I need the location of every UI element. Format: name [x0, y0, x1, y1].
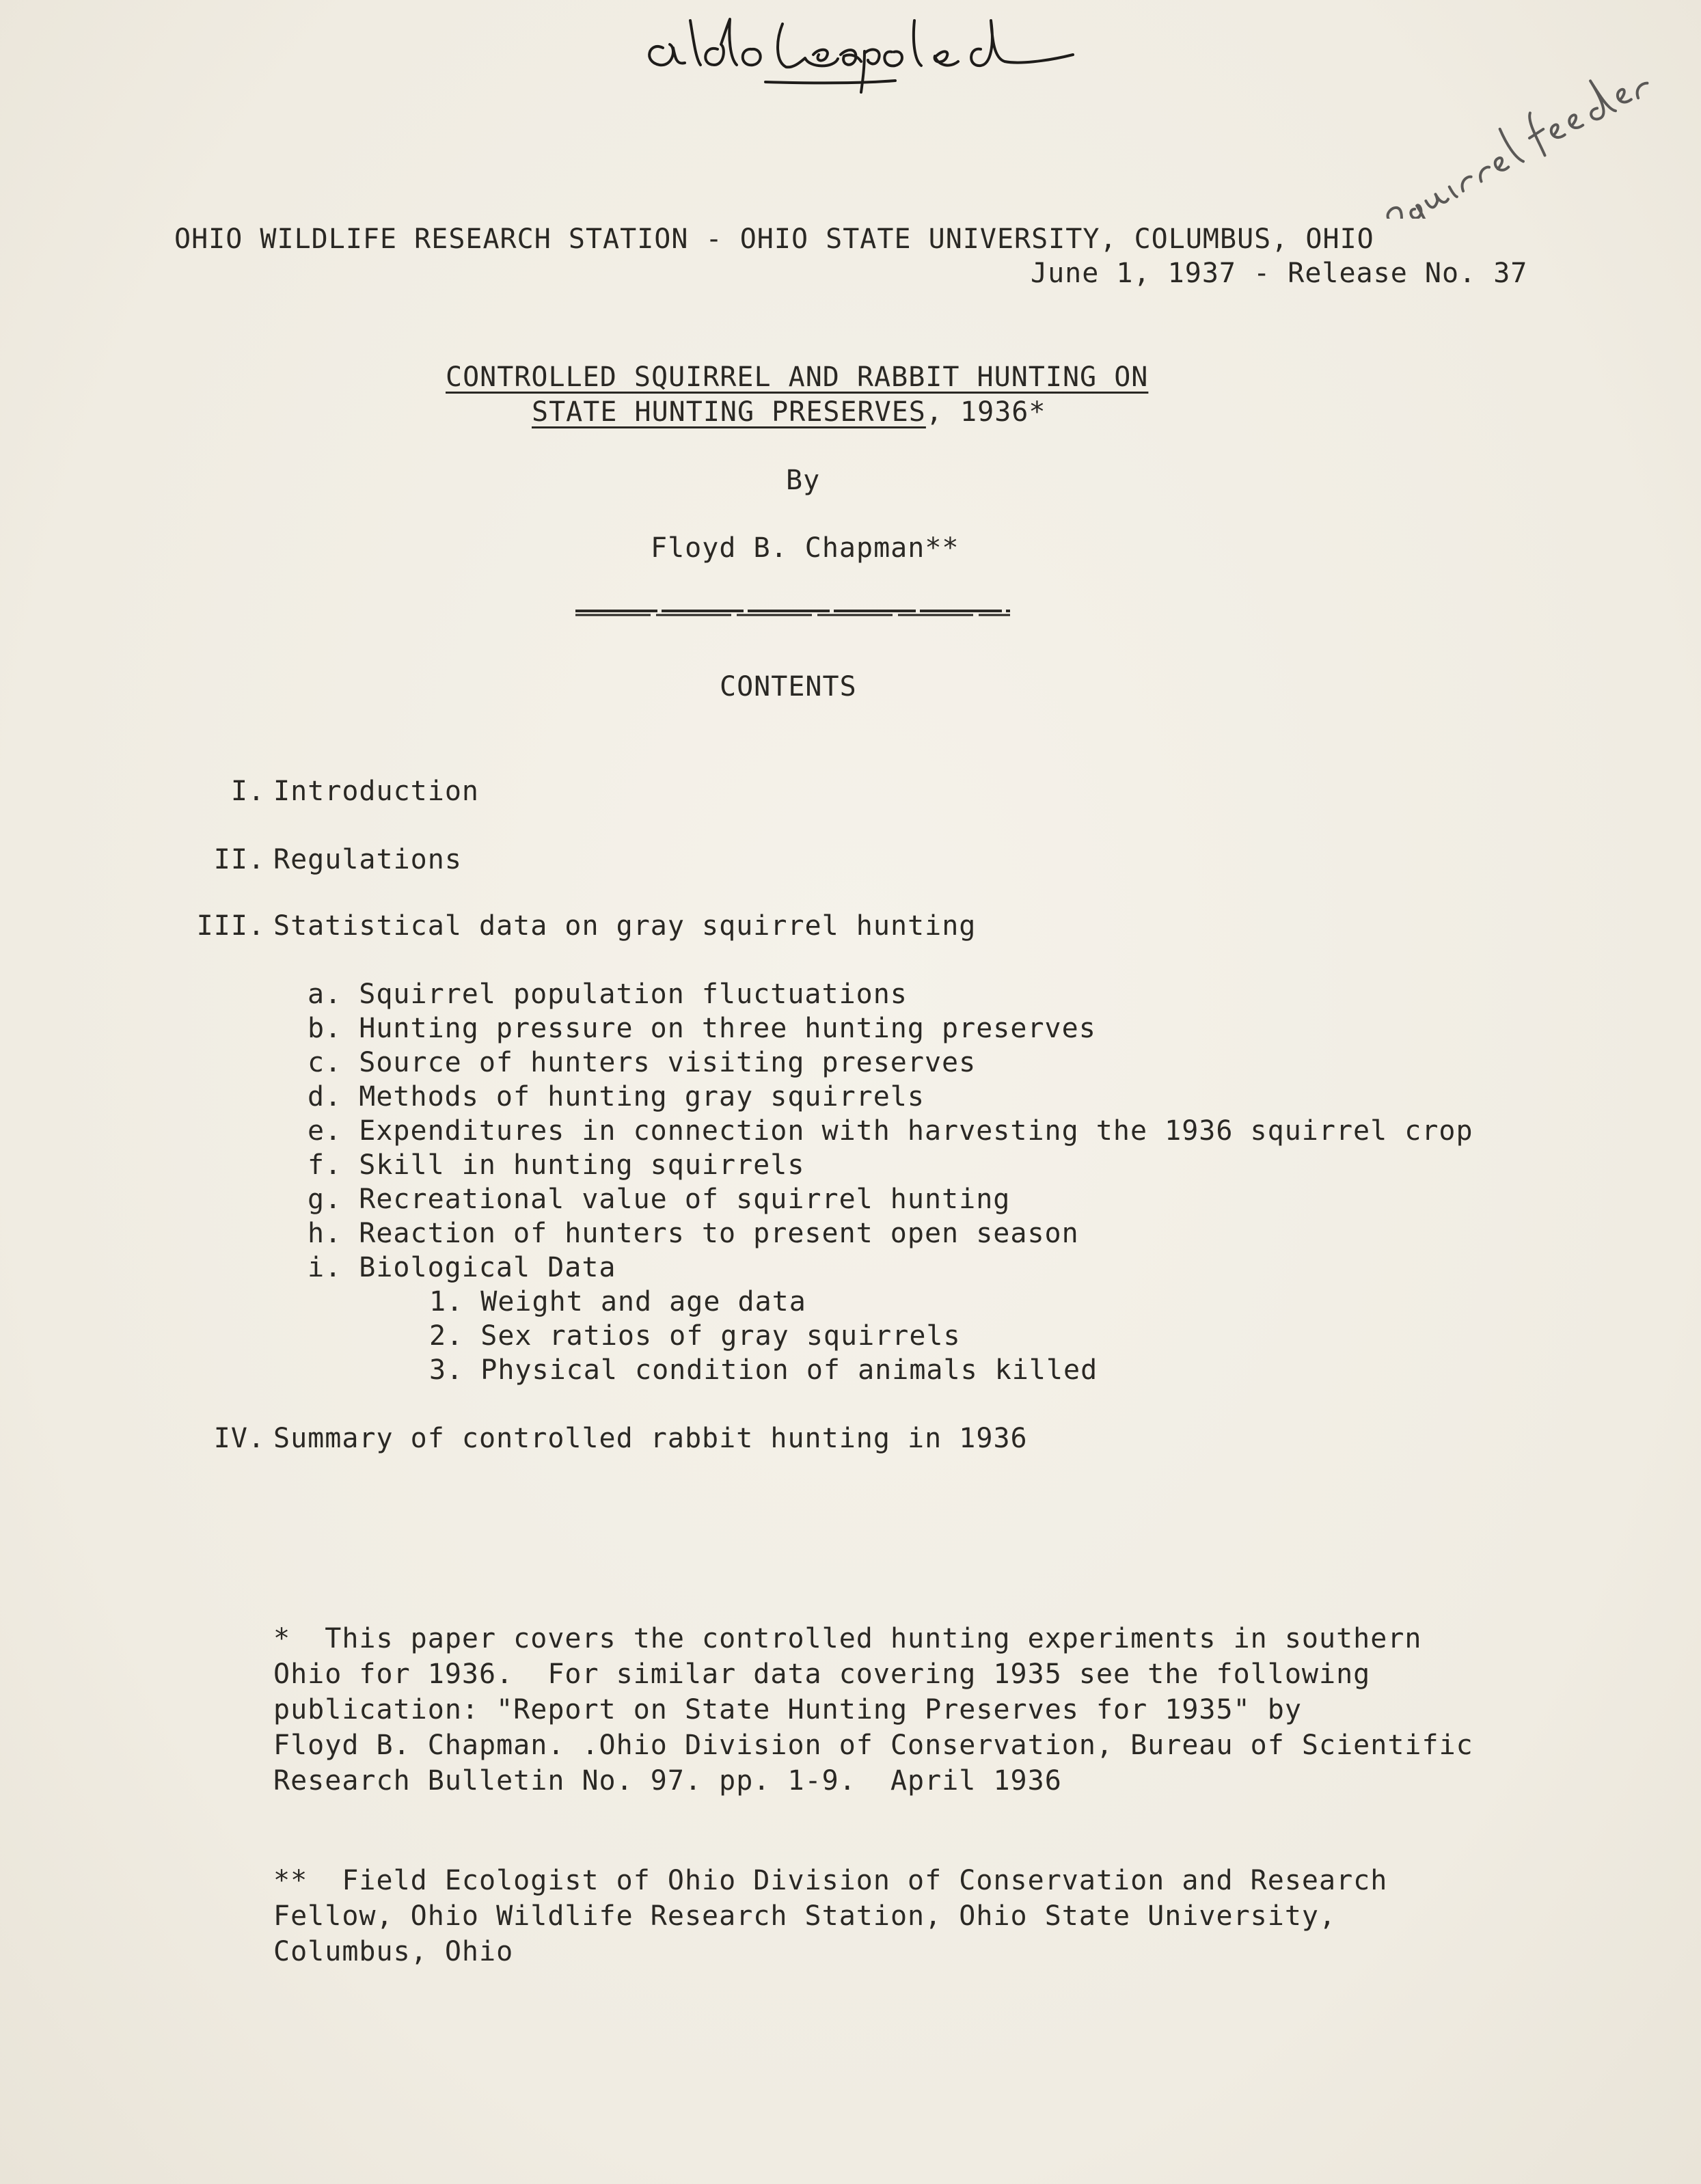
biological-item-number: 3. — [429, 1354, 464, 1386]
footnote-2-line: ** Field Ecologist of Ohio Division of Conservation and Research — [273, 1865, 1388, 1896]
subsection-title: Source of hunters visiting preserves — [359, 1047, 977, 1078]
title-line-2 — [532, 395, 1046, 429]
byline: By — [786, 465, 821, 496]
section-number: II. — [213, 844, 265, 875]
subsection-letter: d. — [308, 1081, 342, 1113]
subsection-item — [308, 1011, 1096, 1046]
subsection-item — [308, 1251, 616, 1285]
biological-item — [429, 1285, 806, 1319]
subsection-title: Methods of hunting gray squirrels — [359, 1081, 925, 1113]
title-line-2-rest: , 1936* — [925, 396, 1046, 428]
subsection-letter: f. — [308, 1149, 342, 1181]
subsection-title: Reaction of hunters to present open season — [359, 1218, 1079, 1249]
subsection-title: Hunting pressure on three hunting preserves — [359, 1013, 1096, 1044]
section-number: III. — [196, 910, 265, 942]
subsection-title: Skill in hunting squirrels — [359, 1149, 805, 1181]
biological-item-title: Sex ratios of gray squirrels — [480, 1320, 961, 1352]
section-title: Introduction — [273, 776, 479, 807]
divider-rule — [575, 608, 1010, 618]
subsection-item — [308, 1182, 1010, 1216]
subsection-item — [308, 1216, 1079, 1251]
biological-item-title: Physical condition of animals killed — [480, 1354, 1098, 1386]
release-line: June 1, 1937 - Release No. 37 — [1031, 258, 1528, 289]
subsection-item — [308, 1046, 976, 1080]
section-title: Regulations — [273, 844, 462, 875]
subsection-letter: g. — [308, 1184, 342, 1215]
footnote-2-line: Columbus, Ohio — [273, 1936, 514, 1967]
author-name: Floyd B. Chapman** — [651, 532, 960, 564]
biological-item-number: 2. — [429, 1320, 464, 1352]
biological-item-number: 1. — [429, 1286, 464, 1318]
biological-item-title: Weight and age data — [480, 1286, 806, 1318]
title-line-1: CONTROLLED SQUIRREL AND RABBIT HUNTING ON — [446, 361, 1149, 393]
subsection-letter: b. — [308, 1013, 342, 1044]
subsection-title: Biological Data — [359, 1252, 616, 1283]
handwritten-margin-note — [1333, 21, 1688, 219]
section-number: I. — [230, 776, 265, 807]
section-title: Statistical data on gray squirrel hunting — [273, 910, 977, 942]
subsection-item — [308, 1114, 1473, 1148]
section-number: IV. — [213, 1423, 265, 1454]
title-line-2-underlined: STATE HUNTING PRESERVES — [532, 396, 926, 428]
subsection-title: Recreational value of squirrel hunting — [359, 1184, 1011, 1215]
footnote-1-line: Ohio for 1936. For similar data covering 1935 see the following — [273, 1659, 1371, 1690]
institution-header: OHIO WILDLIFE RESEARCH STATION - OHIO STATE UNIVERSITY, COLUMBUS, OHIO — [174, 223, 1374, 255]
contents-heading: CONTENTS — [720, 671, 857, 702]
subsection-letter: i. — [308, 1252, 342, 1283]
subsection-title: Expenditures in connection with harvesting the 1936 squirrel crop — [359, 1115, 1473, 1147]
subsection-letter: h. — [308, 1218, 342, 1249]
biological-item — [429, 1353, 1098, 1387]
subsection-item — [308, 1080, 925, 1114]
subsection-letter: c. — [308, 1047, 342, 1078]
subsection-letter: e. — [308, 1115, 342, 1147]
subsection-title: Squirrel population fluctuations — [359, 979, 908, 1010]
subsection-letter: a. — [308, 979, 342, 1010]
footnote-1-line: publication: "Report on State Hunting Preserves for 1935" by — [273, 1694, 1302, 1725]
subsection-item — [308, 977, 908, 1011]
footnote-2-line: Fellow, Ohio Wildlife Research Station, Ohio State University, — [273, 1900, 1337, 1932]
subsection-item — [308, 1148, 804, 1182]
section-title: Summary of controlled rabbit hunting in 1936 — [273, 1423, 1028, 1454]
handwritten-signature — [636, 7, 1080, 96]
footnote-1-line: Research Bulletin No. 97. pp. 1-9. April 1936 — [273, 1765, 1062, 1797]
footnote-1-line: Floyd B. Chapman. .Ohio Division of Conservation, Bureau of Scientific — [273, 1730, 1473, 1761]
footnote-1-line: * This paper covers the controlled hunting experiments in southern — [273, 1623, 1422, 1654]
biological-item — [429, 1319, 961, 1353]
